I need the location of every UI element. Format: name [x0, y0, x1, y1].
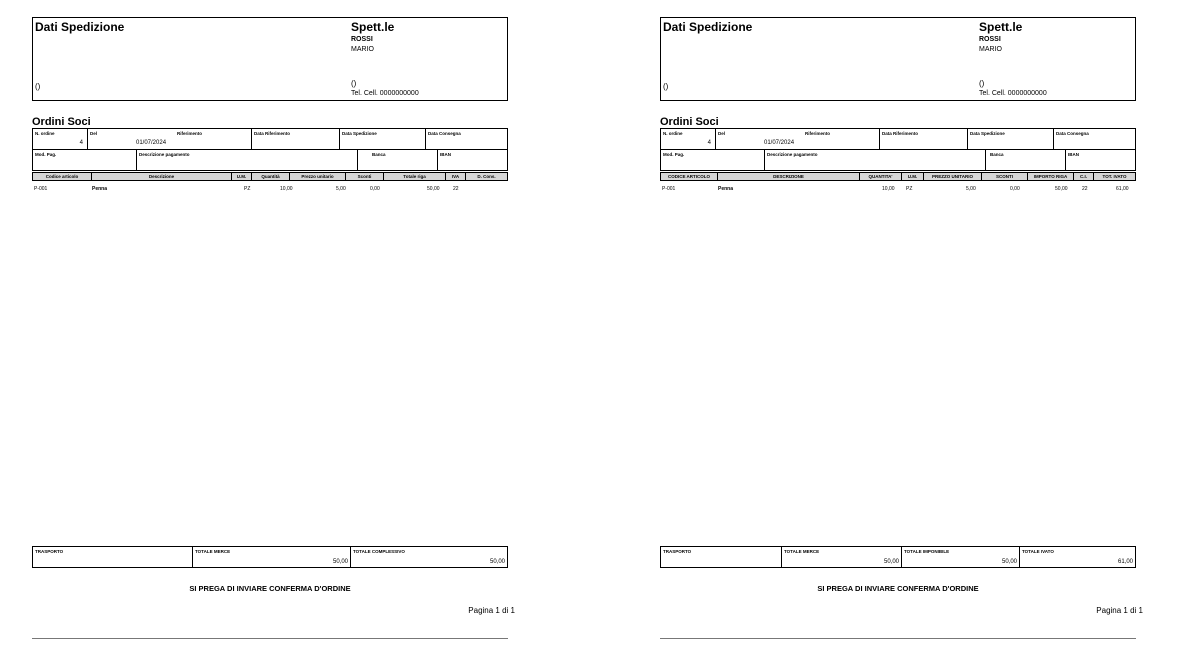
delivery-date-label: Data Consegna: [428, 131, 461, 136]
cell-quantity: 10,00: [882, 186, 895, 192]
reference-date-cell: [879, 129, 967, 149]
cell-ci: 22: [1082, 186, 1088, 192]
vat-total-cell: [1019, 547, 1135, 567]
cell-code: P-001: [34, 186, 48, 192]
recipient-phone: Tel. Cell. 0000000000: [979, 90, 1047, 97]
col-header: C.I.: [1073, 173, 1093, 180]
recipient-surname: ROSSI: [351, 36, 373, 43]
shipping-title: Dati Spedizione: [35, 20, 125, 34]
col-header: TOT. IVATO: [1093, 173, 1135, 180]
col-header: SCONTI: [981, 173, 1027, 180]
shipping-box: [660, 17, 1136, 101]
goods-total-value: 50,00: [883, 559, 899, 565]
table-header: [660, 172, 1136, 181]
reference-date-cell: [251, 129, 339, 149]
payment-desc-cell: [136, 150, 357, 170]
date-cell: [715, 129, 803, 149]
shipping-date-label: Data Spedizione: [342, 131, 377, 136]
cell-discount: 0,00: [370, 186, 380, 192]
col-header: DESCRIZIONE: [717, 173, 859, 180]
goods-total-label: TOTALE MERCE: [195, 549, 231, 554]
payment-mode-label: Mod. Pag.: [35, 152, 57, 157]
payment-mode-cell: [33, 150, 136, 170]
reference-label: Riferimento: [805, 131, 831, 136]
goods-total-cell: [781, 547, 901, 567]
bank-cell: [985, 150, 1065, 170]
cell-code: P-001: [662, 186, 676, 192]
cell-line-total: 50,00: [427, 186, 440, 192]
payment-desc-cell: [764, 150, 985, 170]
order-info-row1: [33, 129, 507, 150]
transport-cell: [33, 547, 192, 567]
col-header: CODICE ARTICOLO: [667, 174, 711, 179]
bank-cell: [357, 150, 437, 170]
col-header: D. Cons.: [465, 173, 507, 180]
payment-mode-cell: [661, 150, 764, 170]
bank-label: Banca: [372, 152, 386, 157]
shipping-title: Dati Spedizione: [663, 20, 753, 34]
reference-date-label: Data Riferimento: [882, 131, 919, 136]
section-title: Ordini Soci: [32, 116, 91, 128]
cell-iva: 22: [453, 186, 459, 192]
confirm-message: SI PREGA DI INVIARE CONFERMA D'ORDINE: [189, 584, 351, 593]
col-header: IMPORTO RIGA: [1027, 173, 1073, 180]
order-info-box: [660, 128, 1136, 171]
transport-label: TRASPORTO: [663, 549, 692, 554]
reference-cell: [803, 129, 879, 149]
transport-label: TRASPORTO: [35, 549, 64, 554]
recipient-title: Spett.le: [979, 20, 1023, 34]
goods-total-cell: [192, 547, 350, 567]
order-no-cell: [33, 129, 87, 149]
bank-label: Banca: [990, 152, 1004, 157]
col-header: Quantità: [251, 173, 289, 180]
recipient-paren: (): [979, 79, 985, 88]
order-no-label: N. ordine: [663, 131, 683, 136]
date-cell: [87, 129, 175, 149]
reference-date-label: Data Riferimento: [254, 131, 291, 136]
date-label: Del: [90, 131, 98, 136]
goods-total-value: 50,00: [332, 559, 348, 565]
shipping-box: [32, 17, 508, 101]
shipping-date-cell: [967, 129, 1053, 149]
col-header: U.M.: [901, 173, 923, 180]
table-header: [32, 172, 508, 181]
taxable-total-cell: [901, 547, 1019, 567]
shipping-date-cell: [339, 129, 425, 149]
payment-mode-label: Mod. Pag.: [663, 152, 685, 157]
recipient-paren: (): [351, 79, 357, 88]
recipient-surname: ROSSI: [979, 36, 1001, 43]
iban-label: IBAN: [440, 152, 451, 157]
order-info-box: [32, 128, 508, 171]
order-no-value: 4: [707, 140, 711, 146]
shipping-date-label: Data Spedizione: [970, 131, 1005, 136]
reference-label: Riferimento: [177, 131, 203, 136]
overall-total-label: TOTALE COMPLESSIVO: [353, 549, 405, 554]
order-info-row2: [33, 150, 507, 170]
document-page-left: [0, 0, 520, 649]
order-no-label: N. ordine: [35, 131, 55, 136]
reference-cell: [175, 129, 251, 149]
totals-box: [660, 546, 1136, 568]
transport-cell: [661, 547, 781, 567]
col-header: Sconti: [345, 173, 383, 180]
delivery-date-label: Data Consegna: [1056, 131, 1089, 136]
iban-label: IBAN: [1068, 152, 1079, 157]
taxable-total-value: 50,00: [1001, 559, 1017, 565]
cell-total-vat: 61,00: [1116, 186, 1129, 192]
document-page-right: [628, 0, 1148, 649]
cell-quantity: 10,00: [280, 186, 293, 192]
cell-line-amount: 50,00: [1055, 186, 1068, 192]
recipient-name: MARIO: [351, 46, 374, 53]
cell-unit-price: 5,00: [966, 186, 976, 192]
order-info-row2: [661, 150, 1135, 170]
iban-cell: [437, 150, 507, 170]
shipping-paren: (): [663, 82, 669, 91]
col-header: IVA: [445, 173, 465, 180]
payment-desc-label: Descrizione pagamento: [139, 152, 190, 157]
date-label: Del: [718, 131, 726, 136]
col-header: Totale riga: [383, 173, 445, 180]
page-number: Pagina 1 di 1: [1096, 606, 1143, 615]
order-info-row1: [661, 129, 1135, 150]
recipient-title: Spett.le: [351, 20, 395, 34]
cell-description: Penna: [718, 186, 734, 192]
cell-discount: 0,00: [1010, 186, 1020, 192]
recipient-name: MARIO: [979, 46, 1002, 53]
table-row: [660, 186, 1136, 194]
overall-total-cell: [350, 547, 507, 567]
footer-divider: [32, 638, 508, 639]
cell-um: PZ: [906, 186, 913, 192]
date-value: 01/07/2024: [136, 140, 167, 146]
goods-total-label: TOTALE MERCE: [784, 549, 820, 554]
recipient-phone: Tel. Cell. 0000000000: [351, 90, 419, 97]
page-number: Pagina 1 di 1: [468, 606, 515, 615]
delivery-date-cell: [425, 129, 507, 149]
shipping-paren: (): [35, 82, 41, 91]
section-title: Ordini Soci: [660, 116, 719, 128]
col-header: Codice articolo: [45, 174, 79, 179]
order-no-cell: [661, 129, 715, 149]
footer-divider: [660, 638, 1136, 639]
col-header: Descrizione: [91, 173, 231, 180]
overall-total-value: 50,00: [489, 559, 505, 565]
col-header: U.M.: [231, 173, 251, 180]
cell-description: Penna: [92, 186, 108, 192]
col-header: PREZZO UNITARIO: [923, 173, 981, 180]
totals-box: [32, 546, 508, 568]
col-header: Prezzo unitario: [289, 173, 345, 180]
iban-cell: [1065, 150, 1135, 170]
col-header: QUANTITA': [859, 173, 901, 180]
table-row: [32, 186, 508, 194]
vat-total-value: 61,00: [1117, 559, 1133, 565]
payment-desc-label: Descrizione pagamento: [767, 152, 818, 157]
vat-total-label: TOTALE IVATO: [1022, 549, 1054, 554]
cell-um: PZ: [244, 186, 251, 192]
confirm-message: SI PREGA DI INVIARE CONFERMA D'ORDINE: [817, 584, 979, 593]
delivery-date-cell: [1053, 129, 1135, 149]
date-value: 01/07/2024: [764, 140, 795, 146]
taxable-total-label: TOTALE IMPONIBILE: [904, 549, 950, 554]
cell-unit-price: 5,00: [336, 186, 346, 192]
order-no-value: 4: [79, 140, 83, 146]
